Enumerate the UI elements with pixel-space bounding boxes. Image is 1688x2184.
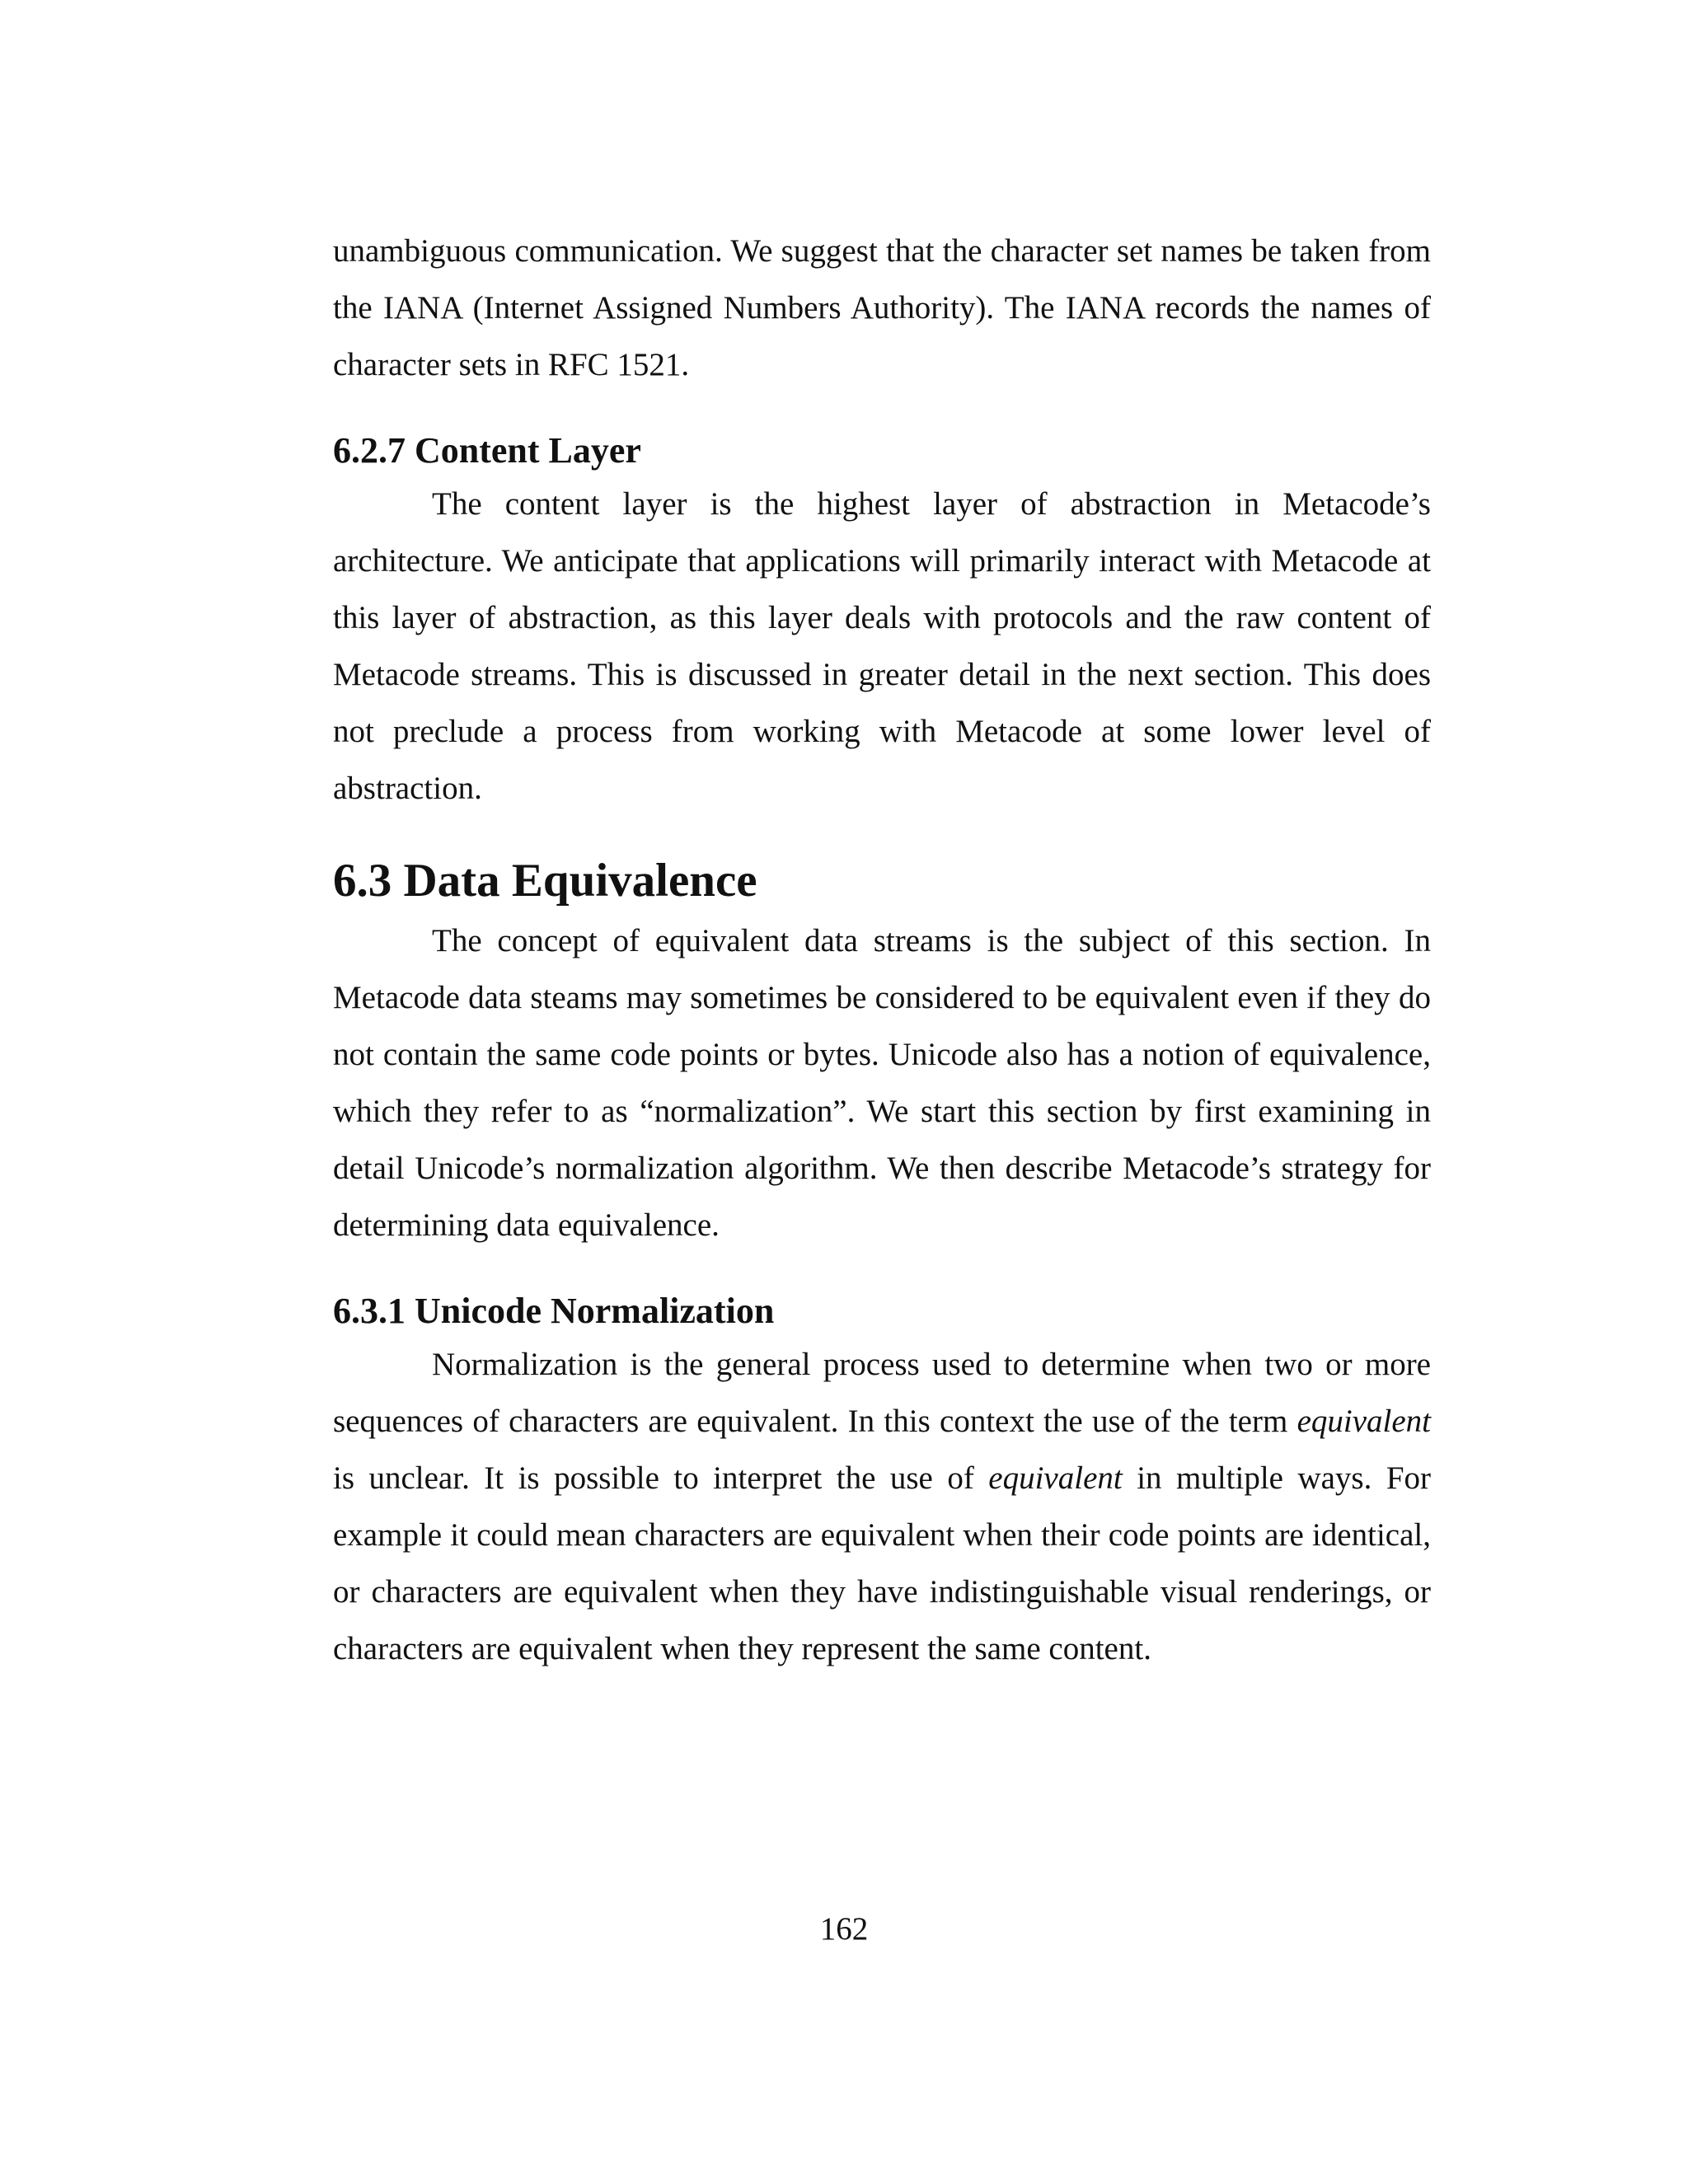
paragraph-text-part: Normalization is the general process used to determine when two or more sequences of characters are equivalent. In this context the use of the term [333, 1347, 1431, 1439]
section-6-3-1-heading: 6.3.1 Unicode Normalization [333, 1291, 775, 1331]
section-6-2-7-heading: 6.2.7 Content Layer [333, 430, 641, 471]
paragraph-text-part: in multiple ways. For example it could mean characters are equivalent when their code points are identical, or characters are equivalent when they have indistinguishable visual renderings, or characters are equivalent when they represent the same content. [333, 1460, 1431, 1666]
section-6-3-heading: 6.3 Data Equivalence [333, 855, 757, 907]
page-number: 162 [819, 1911, 869, 1947]
section-6-2-7-paragraph: The content layer is the highest layer of abstraction in Metacode’s architecture. We anticipate that applications will primarily interact with Metacode at this layer of abstraction, as this layer deals with protocols and the raw content of Metacode streams. This is discussed in greater detail in the next section. This does not preclude a process from working with Metacode at some lower level of abstraction. [333, 486, 1431, 806]
intro-paragraph: unambiguous communication. We suggest that the character set names be taken from the IANA (Internet Assigned Numbers Authority). The IANA records the names of character sets in RFC 1521. [333, 233, 1431, 382]
emphasis-equivalent: equivalent [1296, 1404, 1431, 1439]
section-6-3-paragraph: The concept of equivalent data streams is the subject of this section. In Metacode data steams may sometimes be considered to be equivalent even if they do not contain the same code points or bytes. Unicode also has a notion of equivalence, which they refer to as “normalization”. We start this section by first examining in detail Unicode’s normalization algorithm. We then describe Metacode’s strategy for determining data equivalence. [333, 923, 1431, 1243]
emphasis-equivalent: equivalent [988, 1460, 1123, 1496]
page-body [333, 223, 1431, 1677]
section-6-3-1-paragraph [333, 1336, 1431, 1677]
paragraph-text-part: is unclear. It is possible to interpret the use of [333, 1460, 989, 1496]
